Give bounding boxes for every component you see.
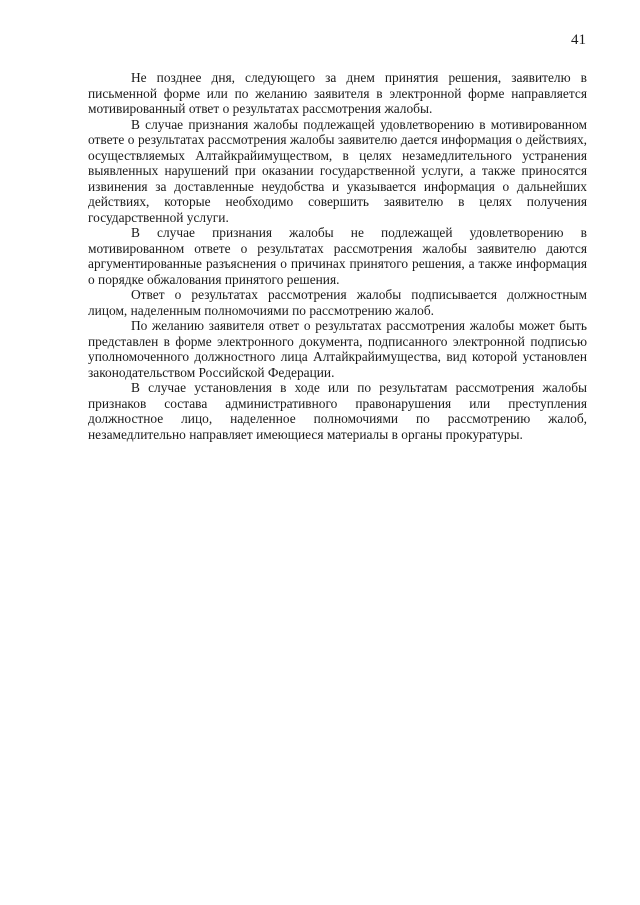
paragraph-complaint-satisfied: В случае признания жалобы подлежащей удовлетворению в мотивированном ответе о результатах рассмотрения жалобы заявителю дается информация о действиях, осуществляемых Алтайкрайимуществом, в целях незамедлительного устранения выявленных нарушений при оказании государственной услуги, а также приносятся извинения за доставленные неудобства и указывается информация о дальнейших действиях, которые необходимо совершить заявителю в целях получения государственной услуги.: [88, 116, 587, 225]
document-body: [88, 70, 587, 442]
paragraph-response-deadline: Не позднее дня, следующего за днем принятия решения, заявителю в письменной форме или по желанию заявителя в электронной форме направляется мотивированный ответ о результатах рассмотрения жалобы.: [88, 70, 587, 116]
paragraph-response-signature: Ответ о результатах рассмотрения жалобы подписывается должностным лицом, наделенным полномочиями по рассмотрению жалоб.: [88, 287, 587, 318]
paragraph-prosecutor-referral: В случае установления в ходе или по результатам рассмотрения жалобы признаков состава административного правонарушения или преступления должностное лицо, наделенное полномочиями по рассмотрению жалоб, незамедлительно направляет имеющиеся материалы в органы прокуратуры.: [88, 380, 587, 442]
paragraph-complaint-rejected: В случае признания жалобы не подлежащей удовлетворению в мотивированном ответе о результатах рассмотрения жалобы заявителю даются аргументированные разъяснения о причинах принятого решения, а также информация о порядке обжалования принятого решения.: [88, 225, 587, 287]
paragraph-electronic-document: По желанию заявителя ответ о результатах рассмотрения жалобы может быть представлен в форме электронного документа, подписанного электронной подписью уполномоченного должностного лица Алтайкрайимущества, вид которой установлен законодательством Российской Федерации.: [88, 318, 587, 380]
page-number: 41: [571, 32, 586, 48]
